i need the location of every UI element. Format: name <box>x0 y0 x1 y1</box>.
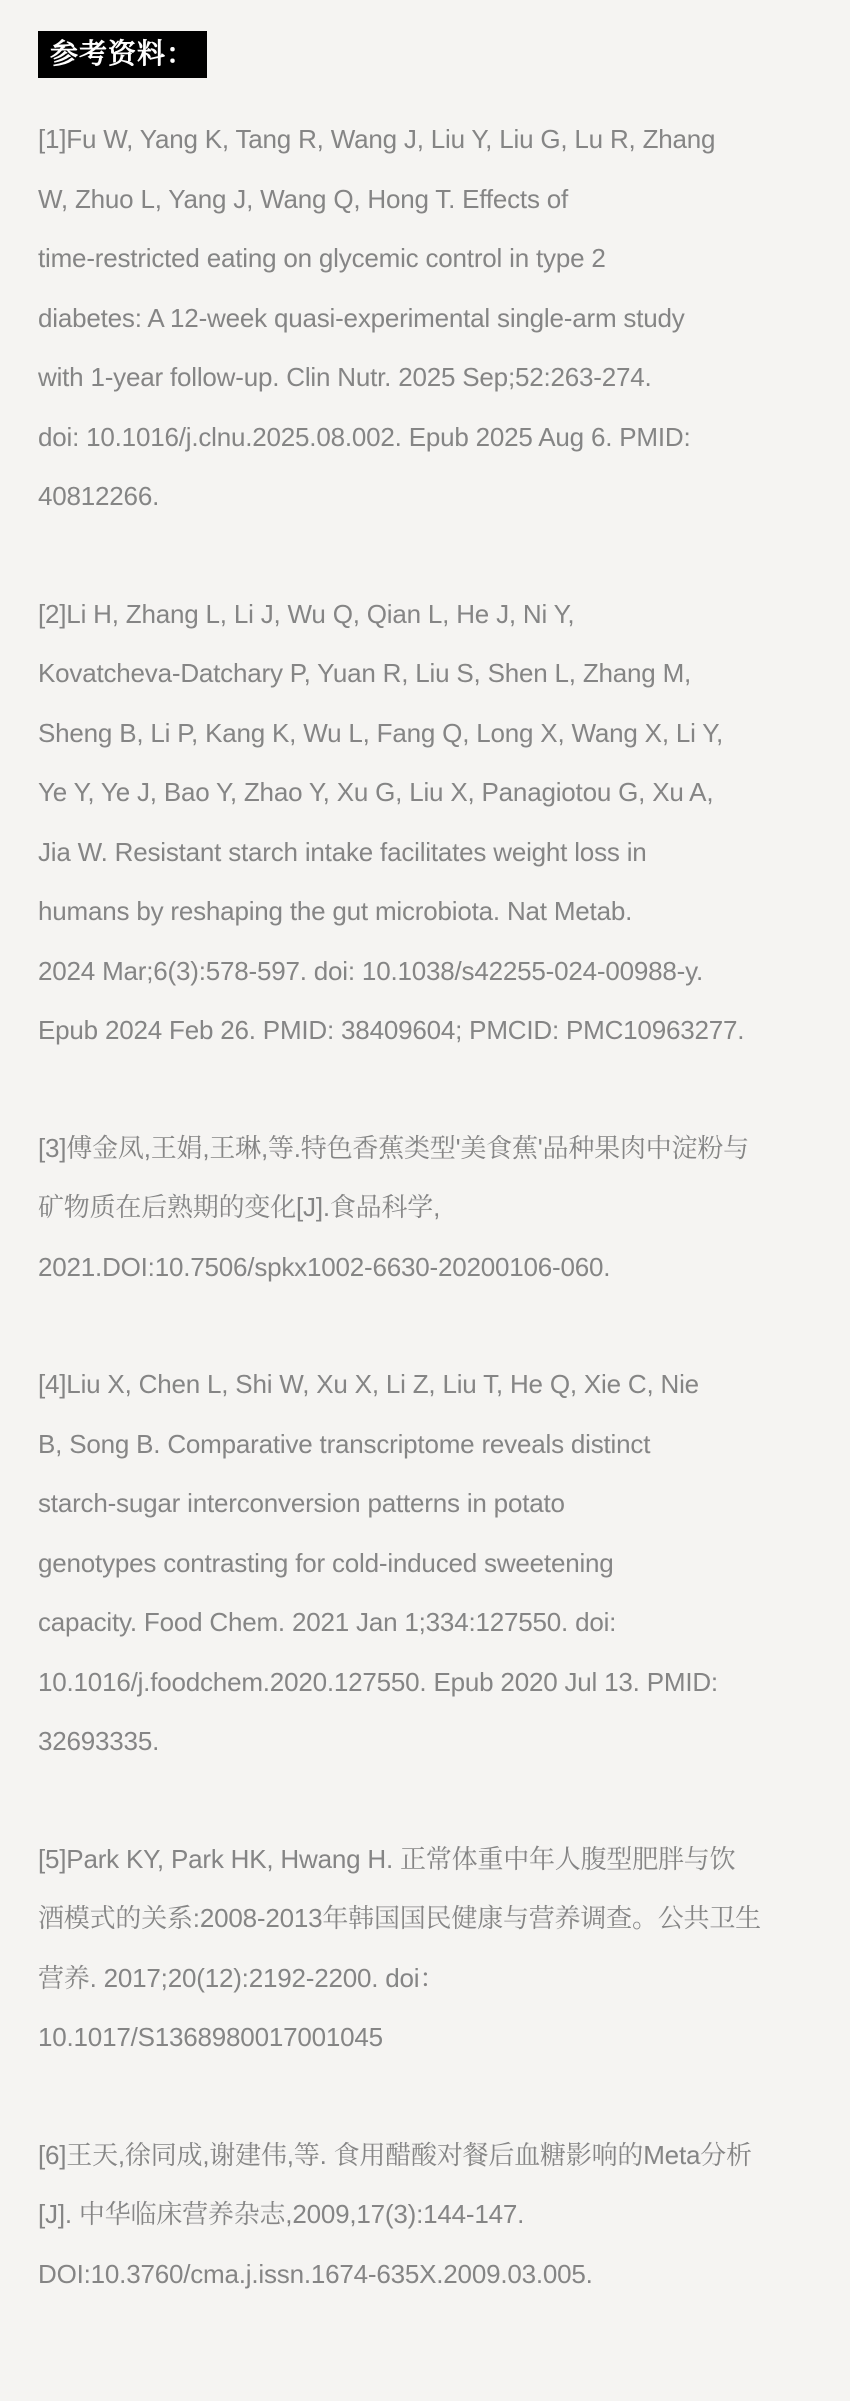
reference-line: time-restricted eating on glycemic control in type 2 <box>38 243 606 273</box>
reference-line: Jia W. Resistant starch intake facilitates weight loss in <box>38 836 647 867</box>
reference-line: [2]Li H, Zhang L, Li J, Wu Q, Qian L, He J, Ni Y, <box>38 598 575 629</box>
reference-item <box>38 110 812 527</box>
reference-line: 10.1016/j.foodchem.2020.127550. Epub 2020 Jul 13. PMID: <box>38 1666 718 1697</box>
reference-item <box>38 1830 812 2068</box>
reference-line: with 1-year follow-up. Clin Nutr. 2025 Sep;52:263-274. <box>38 362 652 392</box>
reference-line: 40812266. <box>38 481 160 511</box>
reference-line: 2021.DOI:10.7506/spkx1002-6630-20200106-060. <box>38 1251 611 1282</box>
reference-line: 2024 Mar;6(3):578-597. doi: 10.1038/s42255-024-00988-y. <box>38 955 703 986</box>
reference-line: Kovatcheva-Datchary P, Yuan R, Liu S, Shen L, Zhang M, <box>38 658 692 688</box>
reference-line: 10.1017/S1368980017001045 <box>38 2022 383 2052</box>
reference-line: [3]傅金凤,王娟,王琳,等.特色香蕉类型'美食蕉'品种果肉中淀粉与 <box>38 1132 749 1163</box>
reference-line: Ye Y, Ye J, Bao Y, Zhao Y, Xu G, Liu X, Panagiotou G, Xu A, <box>38 777 714 807</box>
reference-line: Epub 2024 Feb 26. PMID: 38409604; PMCID: PMC10963277. <box>38 1015 745 1045</box>
reference-line: [5]Park KY, Park HK, Hwang H. 正常体重中年人腹型肥胖与饮 <box>38 1843 736 1874</box>
reference-line: [J]. 中华临床营养杂志,2009,17(3):144-147. <box>38 2199 525 2229</box>
reference-line: [1]Fu W, Yang K, Tang R, Wang J, Liu Y, Liu G, Lu R, Zhang <box>38 124 716 154</box>
reference-item <box>38 1119 812 1298</box>
reference-line: starch-sugar interconversion patterns in potato <box>38 1488 565 1518</box>
reference-item <box>38 585 812 1061</box>
reference-line: 酒模式的关系:2008-2013年韩国国民健康与营养调查。公共卫生 <box>38 1903 761 1933</box>
reference-line: 营养. 2017;20(12):2192-2200. doi： <box>38 1962 446 1993</box>
reference-line: [4]Liu X, Chen L, Shi W, Xu X, Li Z, Liu T, He Q, Xie C, Nie <box>38 1369 699 1399</box>
reference-line: genotypes contrasting for cold-induced sweetening <box>38 1547 614 1578</box>
reference-item <box>38 1355 812 1772</box>
reference-line: capacity. Food Chem. 2021 Jan 1;334:127550. doi: <box>38 1607 617 1637</box>
reference-line: humans by reshaping the gut microbiota. Nat Metab. <box>38 896 633 926</box>
reference-line: Sheng B, Li P, Kang K, Wu L, Fang Q, Long X, Wang X, Li Y, <box>38 717 724 748</box>
reference-line: W, Zhuo L, Yang J, Wang Q, Hong T. Effects of <box>38 183 569 214</box>
reference-line: doi: 10.1016/j.clnu.2025.08.002. Epub 2025 Aug 6. PMID: <box>38 421 691 452</box>
reference-line: B, Song B. Comparative transcriptome reveals distinct <box>38 1428 651 1459</box>
reference-item <box>38 2126 812 2305</box>
references-list <box>38 110 812 2304</box>
reference-line: [6]王天,徐同成,谢建伟,等. 食用醋酸对餐后血糖影响的Meta分析 <box>38 2139 752 2170</box>
reference-line: diabetes: A 12-week quasi-experimental single-arm study <box>38 302 685 333</box>
reference-line: 矿物质在后熟期的变化[J].食品科学, <box>38 1192 441 1222</box>
reference-line: 32693335. <box>38 1726 160 1756</box>
section-header: 参考资料： <box>38 31 207 78</box>
reference-line: DOI:10.3760/cma.j.issn.1674-635X.2009.03.005. <box>38 2258 593 2289</box>
